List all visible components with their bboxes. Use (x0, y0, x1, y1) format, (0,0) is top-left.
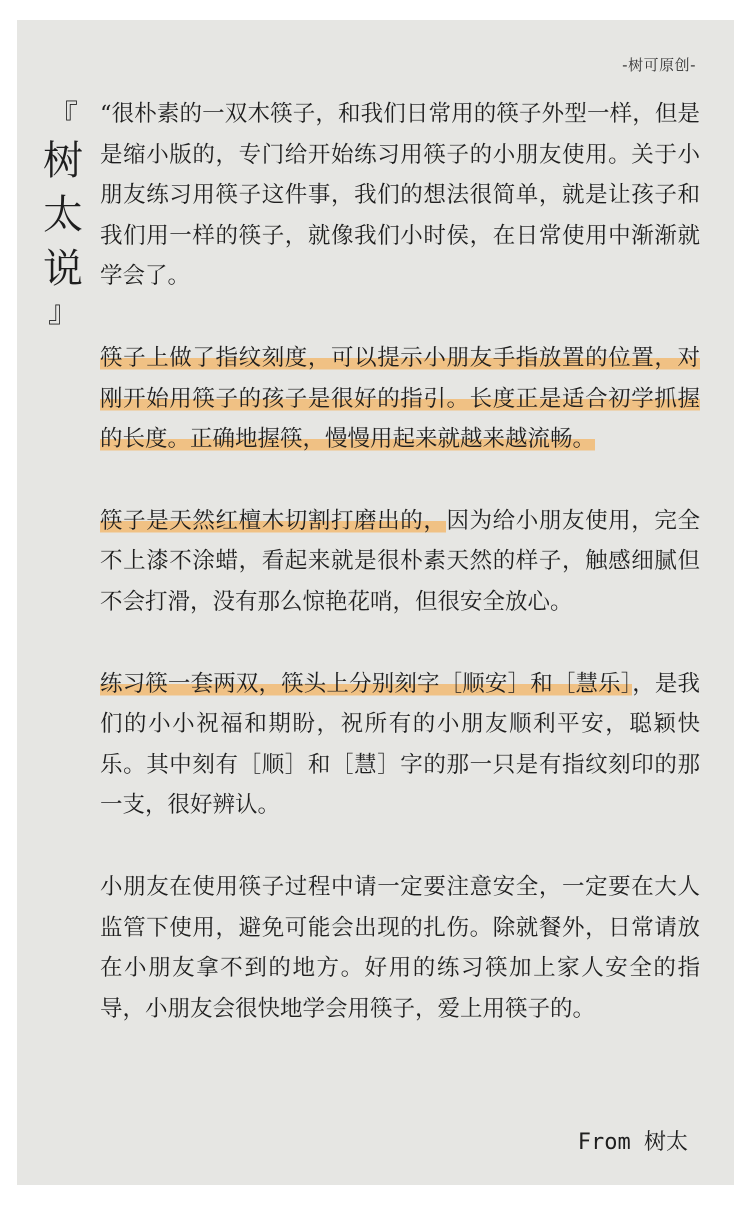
original-tag: -树可原创- (622, 56, 696, 74)
paragraph-text: 因为给小朋友使用，完全不上漆不涂蜡，看起来就是很朴素天然的样子，触感细腻但不会打滑，没有那么惊艳花哨，但很安全放心。 (100, 507, 700, 615)
signature: From 树太 (577, 1130, 688, 1155)
side-title-char: 说 (43, 246, 83, 292)
side-title-open-bracket: 『 (48, 99, 78, 134)
side-title (39, 100, 87, 330)
paragraph-text: ，是我们的小小祝福和期盼，祝所有的小朋友顺利平安，聪颖快乐。其中刻有［顺］和［慧］字的那一只是有指纹刻印的那一支，很好辨认。 (100, 670, 700, 819)
highlighted-text: 练习筷一套两双，筷头上分别刻字［顺安］和［慧乐］ (100, 670, 633, 697)
paragraph-text: 小朋友在使用筷子过程中请一定要注意安全，一定要在大人监管下使用，避免可能会出现的扎伤。除就餐外，日常请放在小朋友拿不到的地方。好用的练习筷加上家人安全的指导，小朋友会很快地学会用筷子，爱上用筷子的。 (100, 873, 700, 1022)
paragraph-text: “很朴素的一双木筷子，和我们日常用的筷子外型一样，但是是缩小版的，专门给开始练习用筷子的小朋友使用。关于小朋友练习用筷子这件事，我们的想法很简单，就是让孩子和我们用一样的筷子，就像我们小时侯，在日常使用中渐渐就学会了。 (100, 101, 700, 290)
side-title-char: 树 (43, 138, 83, 184)
paragraph-intro (100, 94, 700, 297)
paragraph-material (100, 501, 700, 623)
article-body (100, 94, 700, 1029)
side-title-char: 太 (43, 192, 83, 238)
side-title-close-bracket: 』 (48, 295, 78, 330)
paragraph-engraving (100, 664, 700, 826)
paragraph-safety (100, 867, 700, 1029)
article-card (17, 20, 734, 1185)
highlighted-text: 筷子是天然红檀木切割打磨出的， (100, 507, 447, 534)
paragraph-fingerprint (100, 338, 700, 460)
highlighted-text: 筷子上做了指纹刻度，可以提示小朋友手指放置的位置，对刚开始用筷子的孩子是很好的指引。长度正是适合初学抓握的长度。正确地握筷，慢慢用起来就越来越流畅。 (100, 344, 700, 453)
